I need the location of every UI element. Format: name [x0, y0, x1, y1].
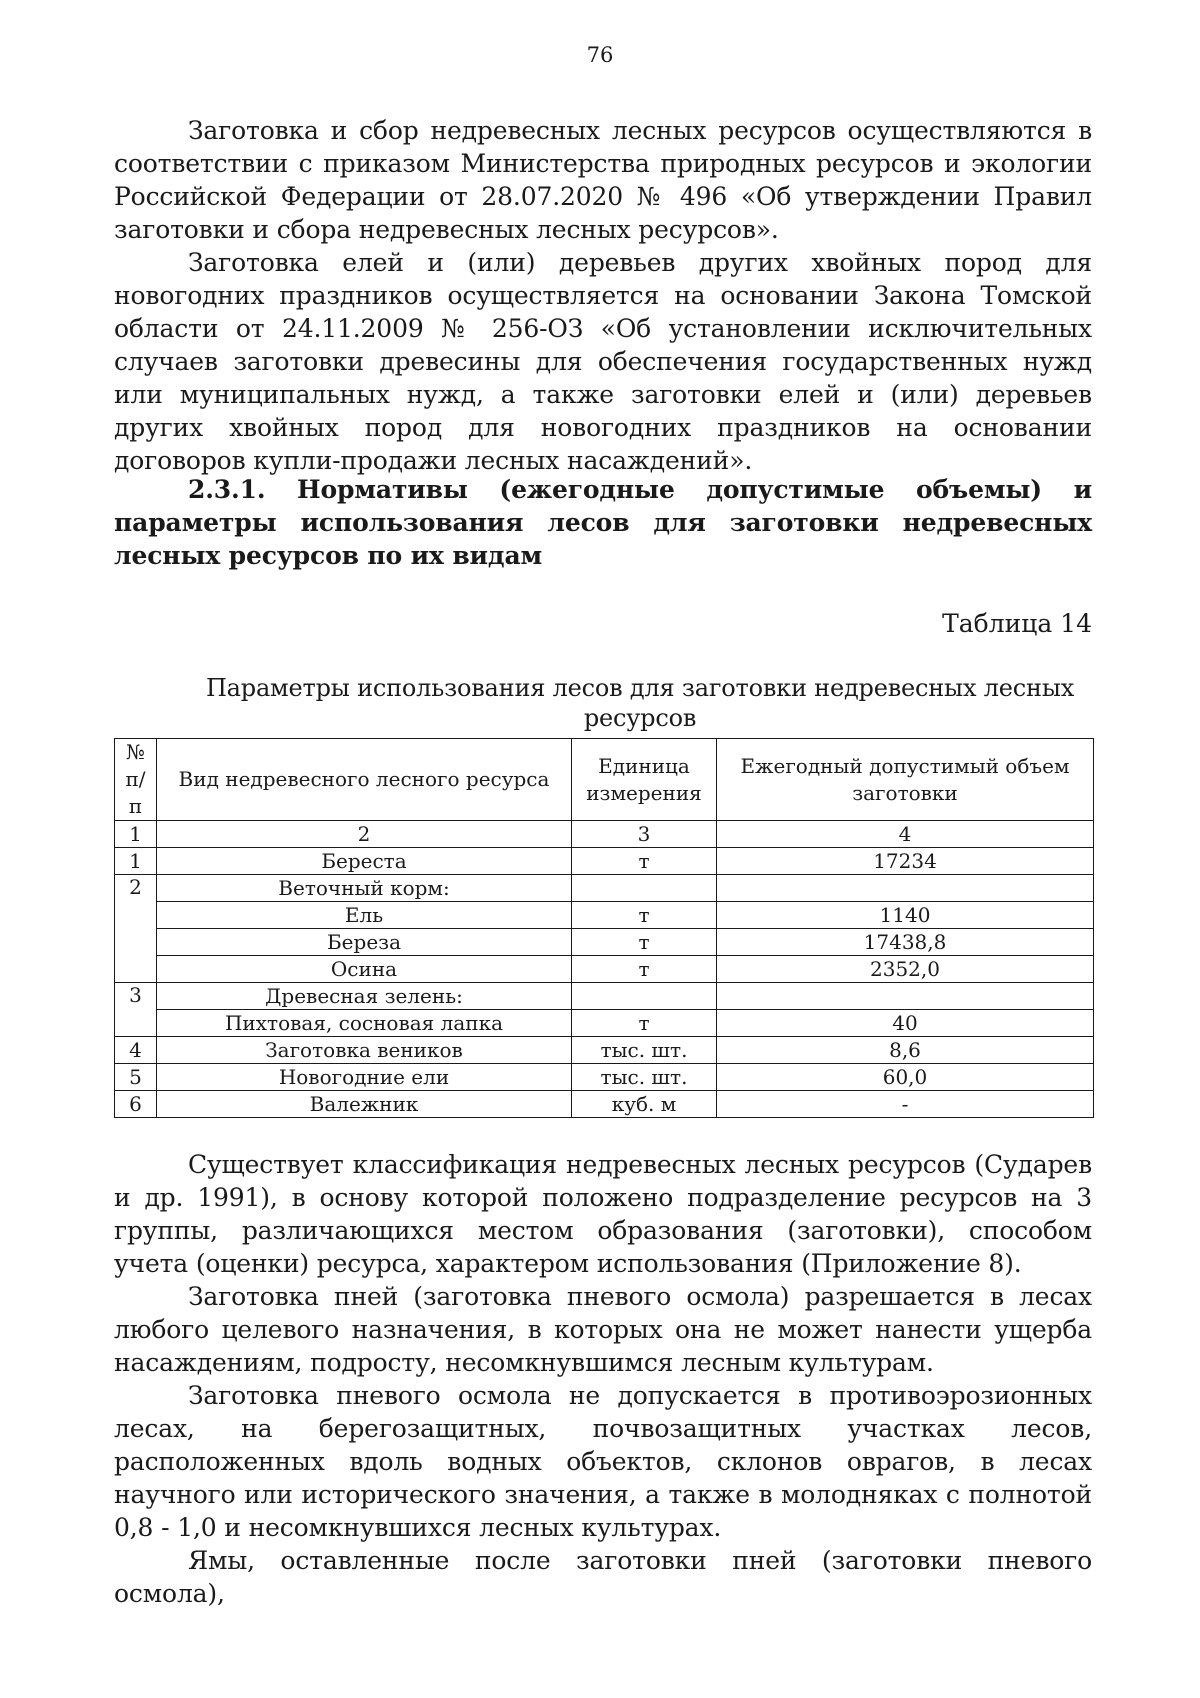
row-resource: Заготовка веников	[157, 1037, 572, 1064]
row-unit	[572, 875, 717, 902]
row-volume: 60,0	[717, 1064, 1094, 1091]
row-unit: т	[572, 902, 717, 929]
row-resource: Береста	[157, 848, 572, 875]
paragraph: Ямы, оставленные после заготовки пней (заготовки пневого осмола),	[114, 1546, 1092, 1608]
column-number: 3	[572, 821, 717, 848]
column-number: 1	[115, 821, 157, 848]
row-volume: 2352,0	[717, 956, 1094, 983]
section-heading-block	[114, 473, 1092, 572]
row-unit: куб. м	[572, 1091, 717, 1118]
table-row	[115, 875, 1094, 902]
row-resource: Веточный корм:	[157, 875, 572, 902]
column-number: 2	[157, 821, 572, 848]
row-unit	[572, 983, 717, 1010]
row-number: 5	[115, 1064, 157, 1091]
row-volume: 17438,8	[717, 929, 1094, 956]
row-number: 2	[115, 875, 157, 983]
row-volume	[717, 875, 1094, 902]
section-heading: 2.3.1. Нормативы (ежегодные допустимые объемы) и параметры использования лесов для заготовки недревесных лесных ресурсов по их видам	[114, 475, 1092, 570]
row-unit: т	[572, 929, 717, 956]
column-number: 4	[717, 821, 1094, 848]
column-number-row	[115, 821, 1094, 848]
body-text	[114, 1148, 1092, 1610]
row-unit: т	[572, 848, 717, 875]
table-header-row	[115, 739, 1094, 821]
table-row	[115, 902, 1094, 929]
table-row	[115, 983, 1094, 1010]
table-row	[115, 1064, 1094, 1091]
paragraph: Заготовка пневого осмола не допускается в противоэрозионных лесах, на берегозащитных, почвозащитных участках лесов, расположенных вдоль водных объектов, склонов оврагов, в лесах научного или исторического значения, а также в молодняках с полнотой 0,8 - 1,0 и несомкнувшихся лесных культурах.	[114, 1381, 1092, 1542]
row-volume: 1140	[717, 902, 1094, 929]
row-unit: т	[572, 1010, 717, 1037]
paragraph: Заготовка и сбор недревесных лесных ресурсов осуществляются в соответствии с приказом Министерства природных ресурсов и экологии Российской Федерации от 28.07.2020 № 496 «Об утверждении Правил заготовки и сбора недревесных лесных ресурсов».	[114, 116, 1092, 244]
row-number: 1	[115, 848, 157, 875]
row-unit: тыс. шт.	[572, 1037, 717, 1064]
row-resource: Осина	[157, 956, 572, 983]
row-resource: Новогодние ели	[157, 1064, 572, 1091]
row-number: 6	[115, 1091, 157, 1118]
page-number: 76	[586, 43, 614, 67]
row-resource: Пихтовая, сосновая лапка	[157, 1010, 572, 1037]
row-number: 3	[115, 983, 157, 1037]
resources-table	[114, 738, 1094, 1118]
row-volume	[717, 983, 1094, 1010]
row-volume: -	[717, 1091, 1094, 1118]
paragraph: Заготовка пней (заготовка пневого осмола) разрешается в лесах любого целевого назначения, в которых она не может нанести ущерба насаждениям, подросту, несомкнувшимся лесным культурам.	[114, 1282, 1092, 1377]
row-resource: Береза	[157, 929, 572, 956]
intro-text	[114, 114, 1092, 477]
table-row	[115, 1091, 1094, 1118]
table-caption: Параметры использования лесов для заготовки недревесных лесных ресурсов	[205, 674, 1075, 732]
row-volume: 8,6	[717, 1037, 1094, 1064]
row-unit: тыс. шт.	[572, 1064, 717, 1091]
table-label: Таблица 14	[942, 609, 1092, 638]
row-resource: Валежник	[157, 1091, 572, 1118]
table-row	[115, 848, 1094, 875]
header-unit: Единица измерения	[572, 739, 717, 821]
header-number: № п/п	[115, 739, 157, 821]
table-row	[115, 1037, 1094, 1064]
table-row	[115, 956, 1094, 983]
row-volume: 17234	[717, 848, 1094, 875]
row-resource: Ель	[157, 902, 572, 929]
table-row	[115, 929, 1094, 956]
row-resource: Древесная зелень:	[157, 983, 572, 1010]
table-row	[115, 1010, 1094, 1037]
header-resource-type: Вид недревесного лесного ресурса	[157, 739, 572, 821]
paragraph: Существует классификация недревесных лесных ресурсов (Сударев и др. 1991), в основу которой положено подразделение ресурсов на 3 группы, различающихся местом образования (заготовки), способом учета (оценки) ресурса, характером использования (Приложение 8).	[114, 1150, 1092, 1278]
paragraph: Заготовка елей и (или) деревьев других хвойных пород для новогодних праздников осуществляется на основании Закона Томской области от 24.11.2009 № 256-ОЗ «Об установлении исключительных случаев заготовки древесины для обеспечения государственных нужд или муниципальных нужд, а также заготовки елей и (или) деревьев других хвойных пород для новогодних праздников на основании договоров купли-продажи лесных насаждений».	[114, 248, 1092, 475]
row-unit: т	[572, 956, 717, 983]
row-volume: 40	[717, 1010, 1094, 1037]
header-annual-volume: Ежегодный допустимый объем заготовки	[717, 739, 1094, 821]
row-number: 4	[115, 1037, 157, 1064]
